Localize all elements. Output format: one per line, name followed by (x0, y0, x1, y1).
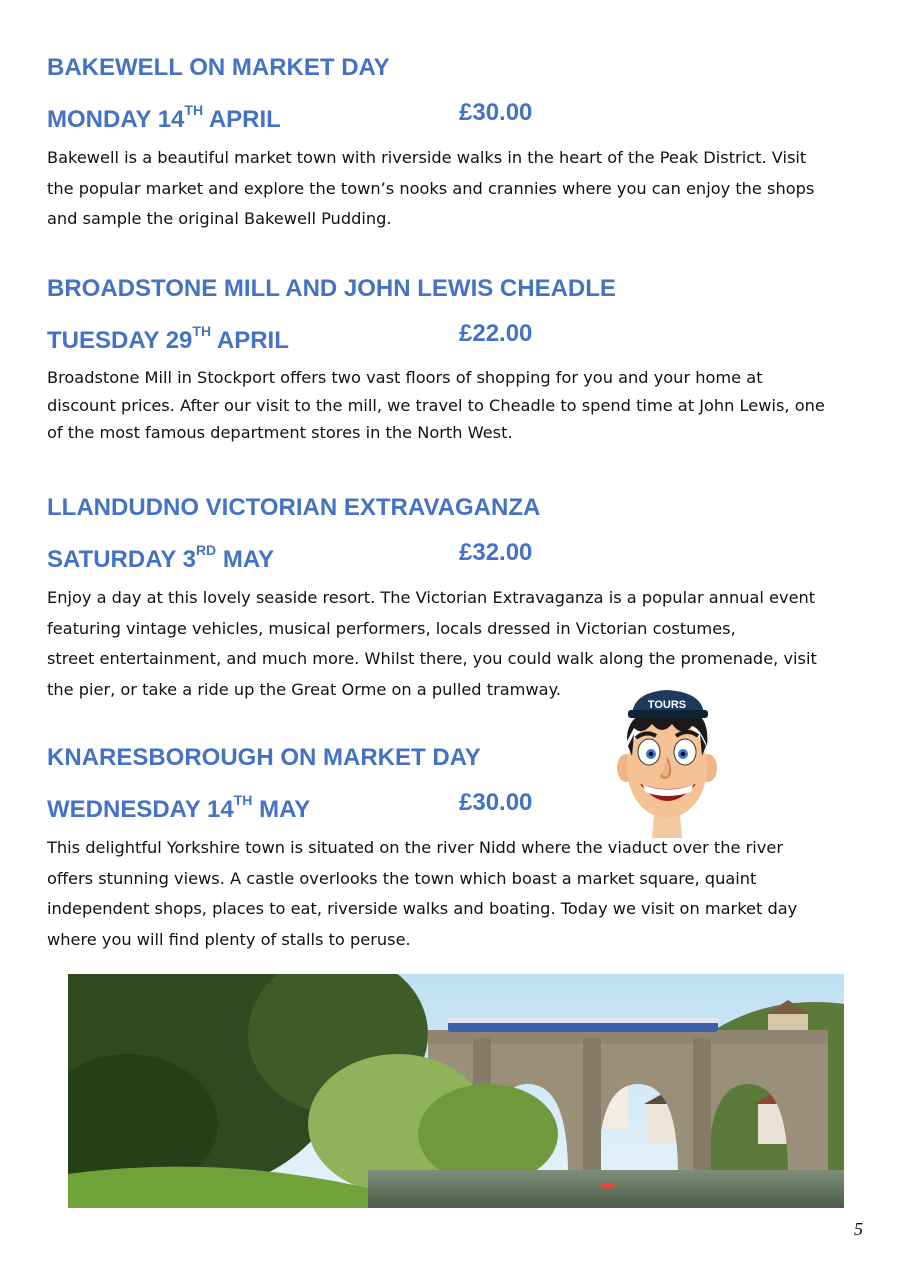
mascot-illustration (612, 686, 722, 842)
description-line: where you will find plenty of stalls to peruse. (47, 929, 411, 949)
trip-day: SATURDAY 3 (47, 546, 196, 573)
trip-date-price (47, 319, 607, 356)
trip-date-price (47, 538, 607, 575)
description-line: the popular market and explore the town’s nooks and crannies where you can enjoy the shops (47, 178, 815, 198)
description-line: Broadstone Mill in Stockport offers two vast floors of shopping for you and your home at (47, 368, 763, 387)
trip-day: WEDNESDAY 14 (47, 796, 234, 823)
viaduct-photo-image (68, 974, 844, 1208)
description-line: the pier, or take a ride up the Great Orme on a pulled tramway. (47, 679, 561, 699)
description-line: and sample the original Bakewell Pudding. (47, 209, 392, 228)
description-line: offers stunning views. A castle overlooks the town which boast a market square, quaint (47, 868, 757, 888)
trip-price: £30.00 (459, 99, 533, 126)
trip-day: TUESDAY 29 (47, 327, 193, 354)
trip-title: BROADSTONE MILL AND JOHN LEWIS CHEADLE (47, 275, 616, 302)
description-line: of the most famous department stores in the North West. (47, 423, 513, 442)
trip-price: £32.00 (459, 539, 533, 566)
trip-month: APRIL (216, 327, 289, 354)
tour-guide-mascot (612, 686, 722, 842)
trip-month: MAY (222, 546, 274, 573)
date-suffix: RD (195, 542, 217, 558)
description-line: independent shops, places to eat, riverside walks and boating. Today we visit on market day (47, 899, 798, 918)
description-line: This delightful Yorkshire town is situated on the river Nidd where the viaduct over the river (47, 838, 783, 857)
knaresborough-viaduct-photo (68, 974, 844, 1208)
cap-label: TOURS (647, 699, 687, 711)
trip-price: £22.00 (459, 320, 533, 347)
trip-description (47, 583, 877, 705)
date-suffix: TH (233, 792, 253, 808)
description-line: featuring vintage vehicles, musical performers, locals dressed in Victorian costumes, (47, 618, 736, 638)
trip-month: MAY (259, 796, 311, 823)
trip-price: £30.00 (459, 789, 533, 816)
trip-date-price (47, 788, 607, 825)
description-line: street entertainment, and much more. Whilst there, you could walk along the promenade, visit (47, 649, 817, 668)
trip-description (47, 364, 877, 447)
trip-title: LLANDUDNO VICTORIAN EXTRAVAGANZA (47, 494, 541, 521)
description-line: Bakewell is a beautiful market town with riverside walks in the heart of the Peak District. Visit (47, 148, 807, 167)
trip-title: BAKEWELL ON MARKET DAY (47, 54, 390, 81)
description-line: Enjoy a day at this lovely seaside resort. The Victorian Extravaganza is a popular annual event (47, 588, 816, 607)
date-suffix: TH (192, 323, 212, 339)
trip-title: KNARESBOROUGH ON MARKET DAY (47, 744, 481, 771)
trip-date-price (47, 98, 607, 135)
trip-description (47, 143, 877, 235)
page-number: 5 (854, 1219, 863, 1239)
trip-day: MONDAY 14 (47, 106, 185, 133)
trip-month: APRIL (208, 106, 281, 133)
date-suffix: TH (184, 102, 204, 118)
trip-description (47, 833, 877, 955)
description-line: discount prices. After our visit to the mill, we travel to Cheadle to spend time at John Lewis, one (47, 395, 825, 415)
